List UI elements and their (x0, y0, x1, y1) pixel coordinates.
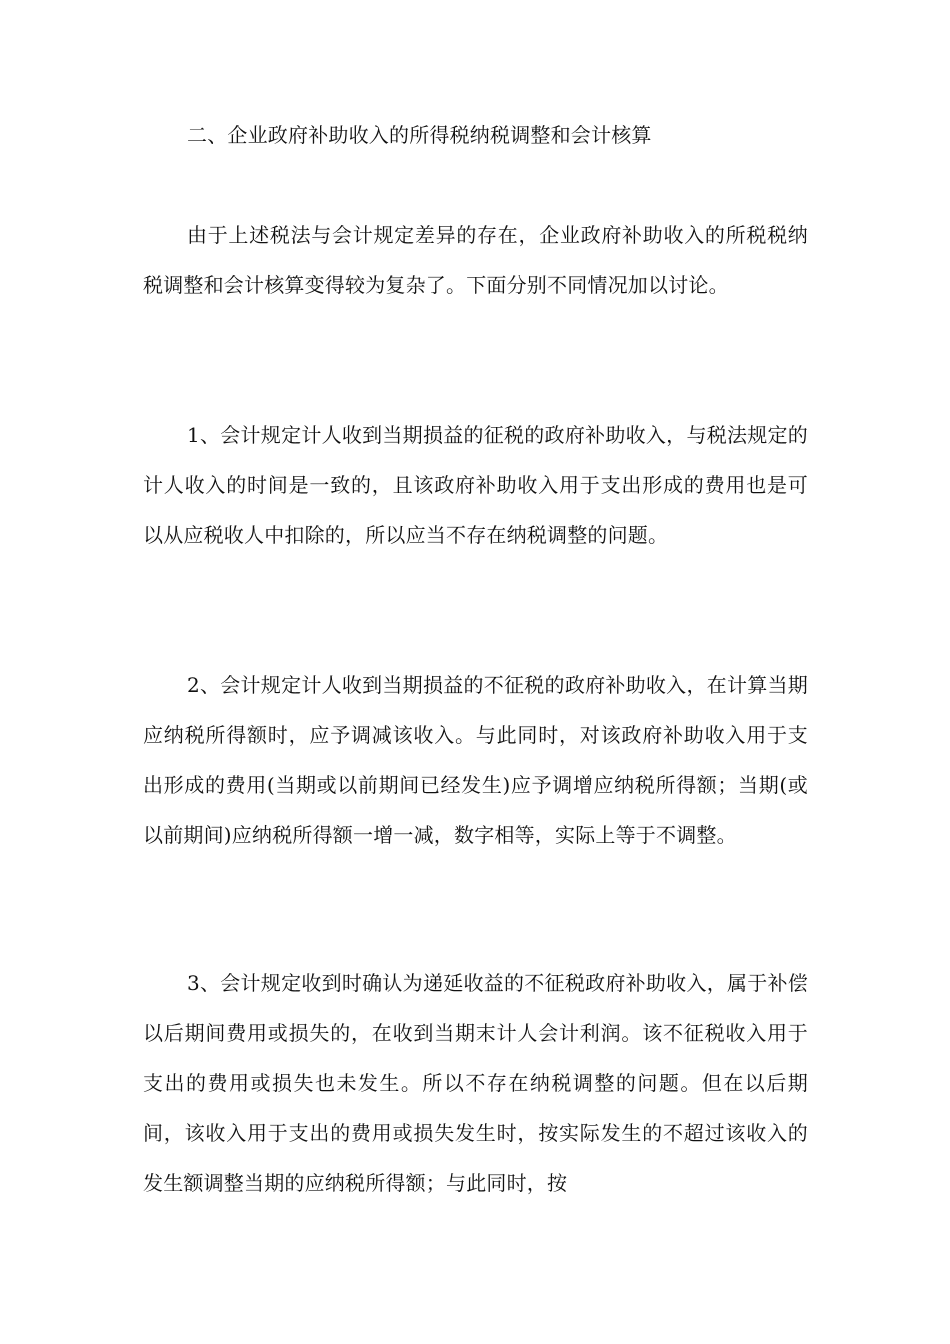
paragraph-item-2: 2、会计规定计人收到当期损益的不征税的政府补助收入，在计算当期应纳税所得额时，应予调减该收入。与此同时，对该政府补助收入用于支出形成的费用(当期或以前期间已经发生)应予调增应纳税所得额；当期(或以前期间)应纳税所得额一增一减，数字相等，实际上等于不调整。 (143, 673, 808, 847)
paragraph-item-1: 1、会计规定计人收到当期损益的征税的政府补助收入，与税法规定的计人收入的时间是一致的，且该政府补助收入用于支出形成的费用也是可以从应税收人中扣除的，所以应当不存在纳税调整的问题。 (143, 423, 808, 547)
paragraph-intro: 由于上述税法与会计规定差异的存在，企业政府补助收入的所税税纳税调整和会计核算变得较为复杂了。下面分别不同情况加以讨论。 (143, 223, 808, 297)
paragraph-item-3: 3、会计规定收到时确认为递延收益的不征税政府补助收入，属于补偿以后期间费用或损失的，在收到当期末计人会计利润。该不征税收入用于支出的费用或损失也未发生。所以不存在纳税调整的问题。但在以后期间，该收入用于支出的费用或损失发生时，按实际发生的不超过该收入的发生额调整当期的应纳税所得额；与此同时，按 (143, 971, 808, 1195)
section-heading-block (143, 110, 808, 160)
section-heading: 二、企业政府补助收入的所得税纳税调整和会计核算 (187, 123, 652, 147)
paragraph-item-3-block (143, 958, 808, 1208)
paragraph-intro-block (143, 210, 808, 310)
paragraph-item-1-block (143, 410, 808, 560)
paragraph-item-2-block (143, 660, 808, 860)
